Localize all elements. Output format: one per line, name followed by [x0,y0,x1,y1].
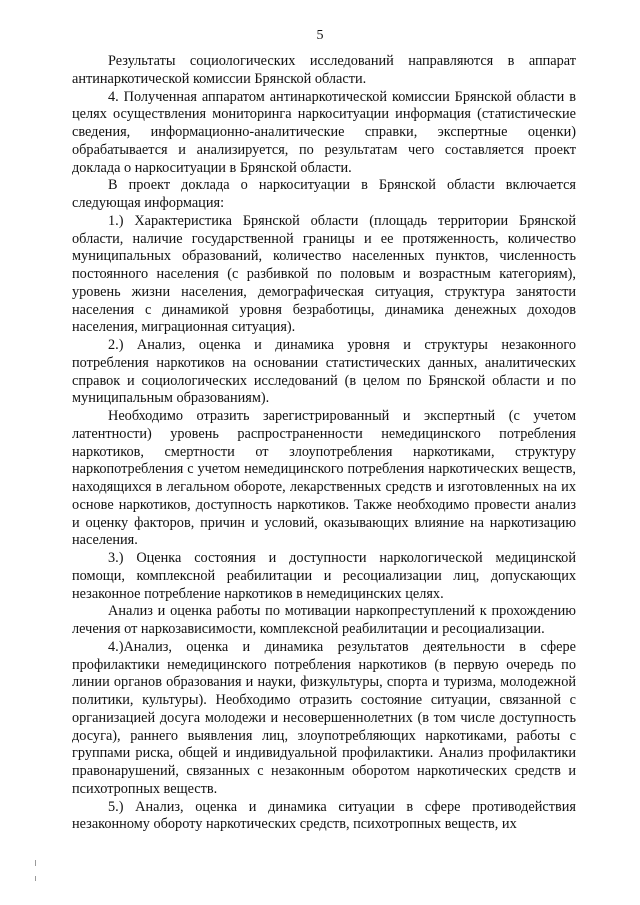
paragraph: Необходимо отразить зарегистрированный и экспертный (с учетом латентности) уровень распространенности немедицинского потребления наркотиков, смертности от злоупотребления наркотиками, структуру наркопотребления с учетом немедицинского потребления наркотических веществ, находящихся в легальном обороте, лекарственных средств и изготовленных на их основе наркотиков, доступность наркотиков. Также необходимо провести анализ и оценку факторов, причин и условий, оказывающих влияние на наркотизацию населения. [72,408,576,549]
paragraph: 4.)Анализ, оценка и динамика результатов деятельности в сфере профилактики немедицинского потребления наркотиков (в первую очередь по линии органов образования и науки, физкультуры, спорта и туризма, молодежной политики, культуры). Необходимо отразить состояние ситуации, связанной с организацией досуга молодежи и несовершеннолетних (в том числе доступность досуга), раннего выявления лиц, злоупотребляющих наркотиками, работы с группами риска, общей и индивидуальной профилактики. Анализ профилактики правонарушений, связанных с незаконным оборотом наркотических средств и психотропных веществ. [72,638,576,797]
paragraph: В проект доклада о наркоситуации в Брянской области включается следующая информация: [72,177,576,211]
paragraph: Результаты социологических исследований направляются в аппарат антинаркотической комиссии Брянской области. [72,53,576,87]
paragraph: 2.) Анализ, оценка и динамика уровня и структуры незаконного потребления наркотиков на основании статистических данных, аналитических справок и социологических исследований (в целом по Брянской области и по муниципальным образованиям). [72,337,576,407]
paragraph: 3.) Оценка состояния и доступности наркологической медицинской помощи, комплексной реабилитации и ресоциализации лиц, допускающих незаконное потребление наркотиков в немедицинских целях. [72,550,576,602]
document-body [72,53,576,834]
page-number: 5 [316,28,324,43]
paragraph: Анализ и оценка работы по мотивации наркопреступлений к прохождению лечения от наркозависимости, комплексной реабилитации и ресоциализации. [72,603,576,637]
margin-mark [35,860,36,866]
paragraph: 4. Полученная аппаратом антинаркотической комиссии Брянской области в целях осуществления мониторинга наркоситуации информация (статистические сведения, информационно-аналитические справки, экспертные оценки) обрабатывается и анализируется, по результатам чего составляется проект доклада о наркоситуации в Брянской области. [72,88,576,176]
paragraph: 5.) Анализ, оценка и динамика ситуации в сфере противодействия незаконному обороту наркотических средств, психотропных веществ, их [72,798,576,833]
paragraph: 1.) Характеристика Брянской области (площадь территории Брянской области, наличие государственной границы и ее протяженность, количество муниципальных образований, количество населенных пунктов, численность постоянного населения (с разбивкой по половым и возрастным категориям), уровень жизни населения, демографическая ситуация, структура занятости населения с динамикой уровня безработицы, динамика денежных доходов населения, миграционная ситуация). [72,212,576,336]
margin-mark [35,876,36,881]
